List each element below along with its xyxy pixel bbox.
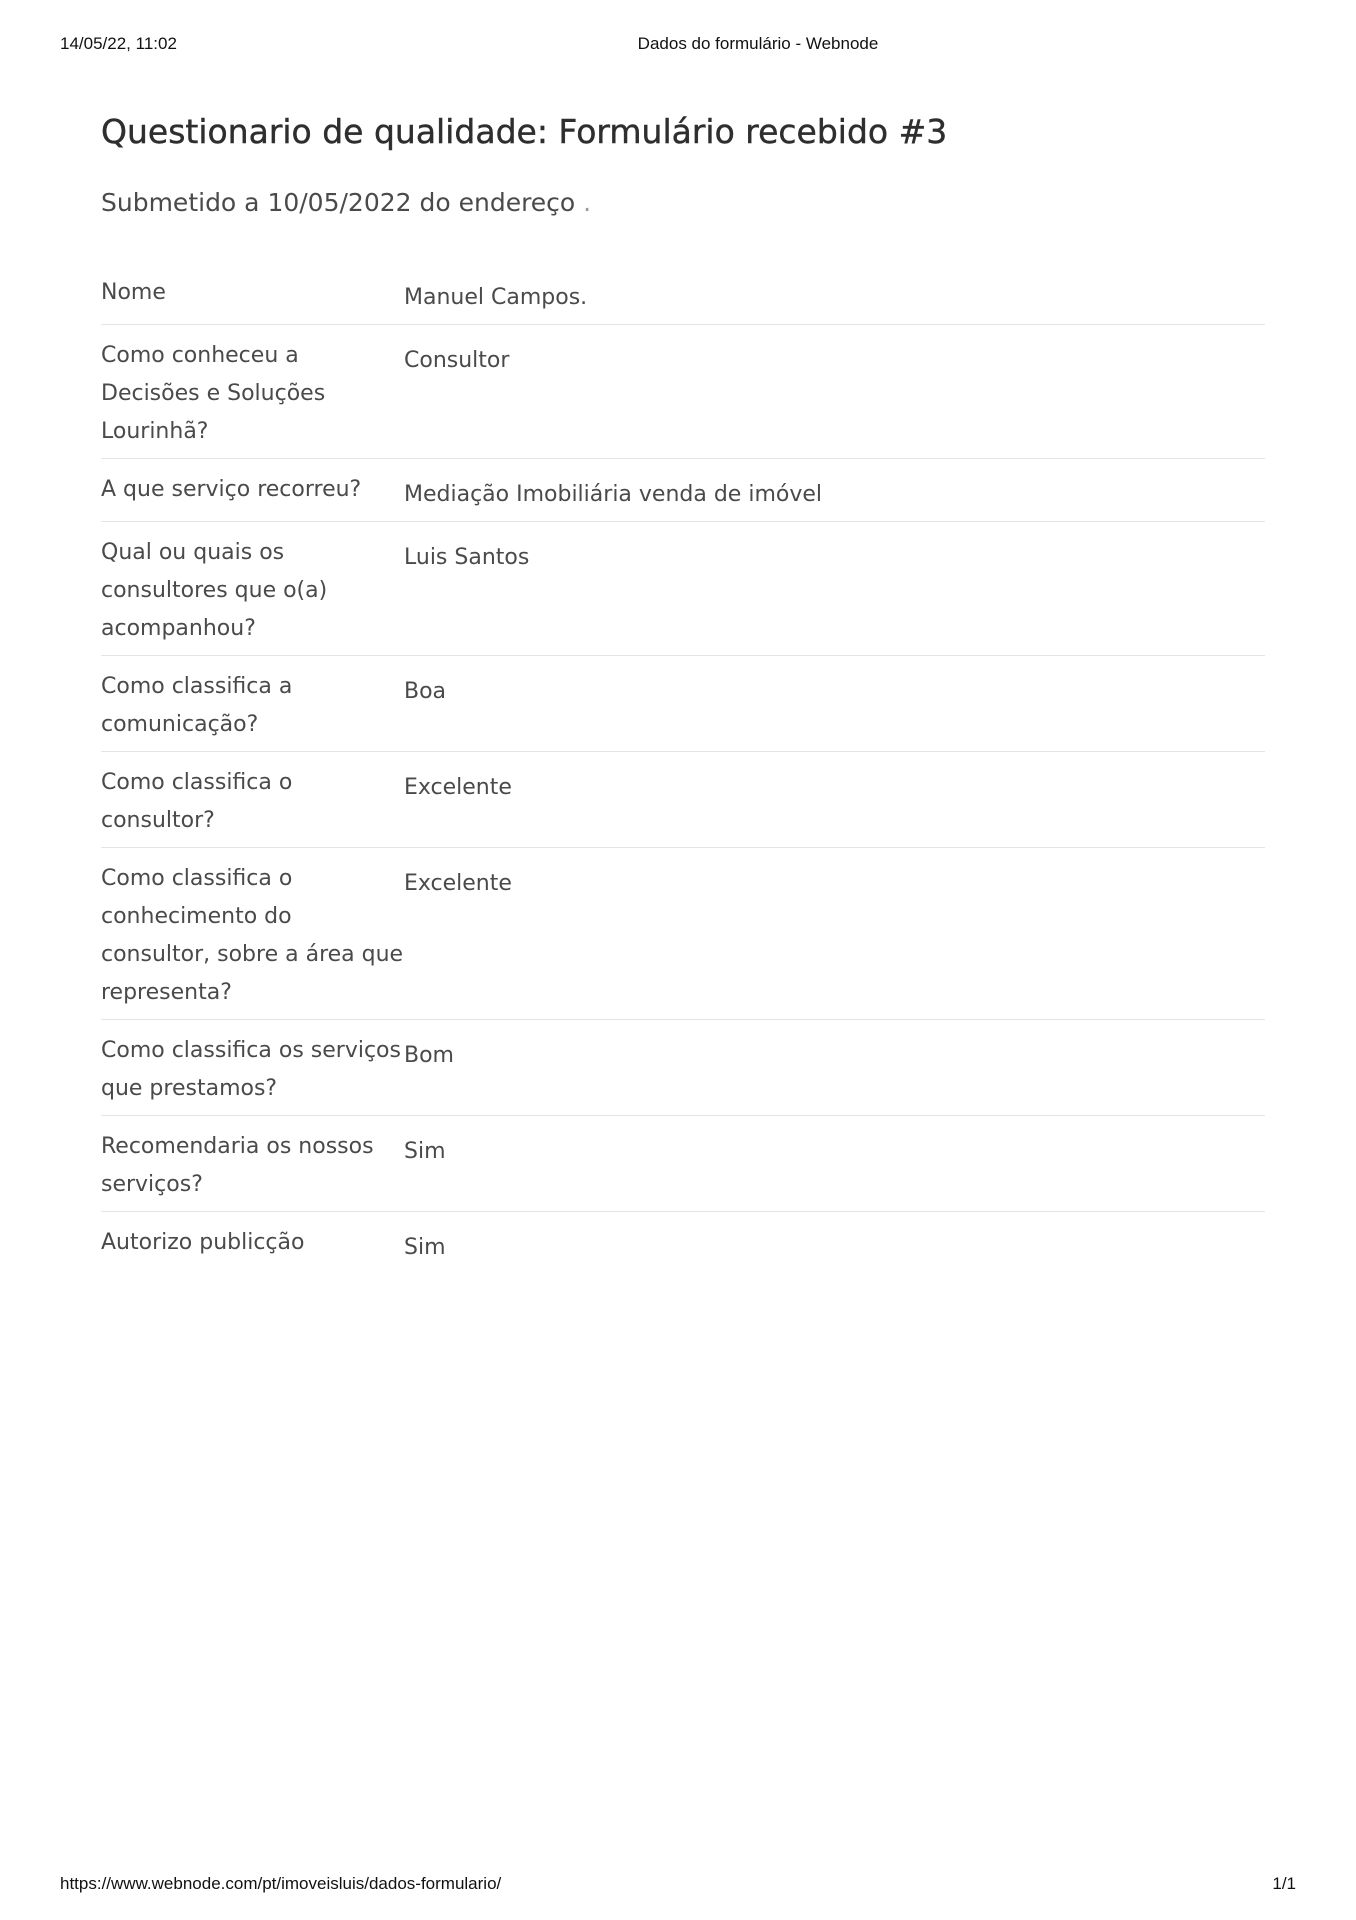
- page-title: Questionario de qualidade: Formulário recebido #3: [101, 112, 948, 151]
- answer-row: [101, 1212, 1265, 1274]
- question-label: Como classifica a comunicação?: [101, 674, 293, 737]
- answer-value: Luis Santos: [404, 545, 530, 570]
- answer-value: Sim: [404, 1235, 446, 1260]
- answer-value: Excelente: [404, 775, 512, 800]
- question-label: Como classifica o consultor?: [101, 770, 293, 833]
- question-label: Como classifica os serviços que prestamos?: [101, 1038, 401, 1101]
- answer-row: [101, 1020, 1265, 1116]
- answer-row: [101, 522, 1265, 656]
- answer-value: Bom: [404, 1043, 454, 1068]
- print-document-title: Dados do formulário - Webnode: [637, 34, 879, 53]
- page-url-link[interactable]: https://www.webnode.com/pt/imoveisluis/dados-formulario/: [60, 1874, 502, 1893]
- answer-row: [101, 459, 1265, 522]
- submission-address: .: [583, 188, 592, 217]
- answer-value: Boa: [404, 679, 447, 704]
- answer-row: [101, 656, 1265, 752]
- answer-row: [101, 848, 1265, 1020]
- question-label: Como conheceu a Decisões e Soluções Lourinhã?: [101, 343, 326, 444]
- print-footer: [60, 1874, 1296, 1896]
- print-datetime: 14/05/22, 11:02: [60, 34, 177, 53]
- question-label: Nome: [101, 280, 166, 305]
- answer-row: [101, 1116, 1265, 1212]
- question-label: Qual ou quais os consultores que o(a) acompanhou?: [101, 540, 328, 641]
- answer-value: Consultor: [404, 348, 510, 373]
- answer-row: [101, 325, 1265, 459]
- question-label: A que serviço recorreu?: [101, 477, 362, 502]
- answer-row: [101, 752, 1265, 848]
- answer-row: [101, 262, 1265, 325]
- answer-value: Excelente: [404, 871, 512, 896]
- answer-value: Sim: [404, 1139, 446, 1164]
- print-header: [60, 34, 1296, 56]
- question-label: Recomendaria os nossos serviços?: [101, 1134, 374, 1197]
- answers-table: [101, 262, 1265, 1274]
- form-submission: [101, 110, 1265, 1274]
- answer-value: Mediação Imobiliária venda de imóvel: [404, 482, 822, 507]
- page-number: 1/1: [1272, 1874, 1296, 1893]
- submission-info: [101, 186, 1265, 220]
- submission-date-text: Submetido a 10/05/2022 do endereço: [101, 188, 576, 217]
- question-label: Autorizo publicção: [101, 1230, 305, 1255]
- answer-value: Manuel Campos.: [404, 285, 588, 310]
- question-label: Como classifica o conhecimento do consultor, sobre a área que representa?: [101, 866, 404, 1005]
